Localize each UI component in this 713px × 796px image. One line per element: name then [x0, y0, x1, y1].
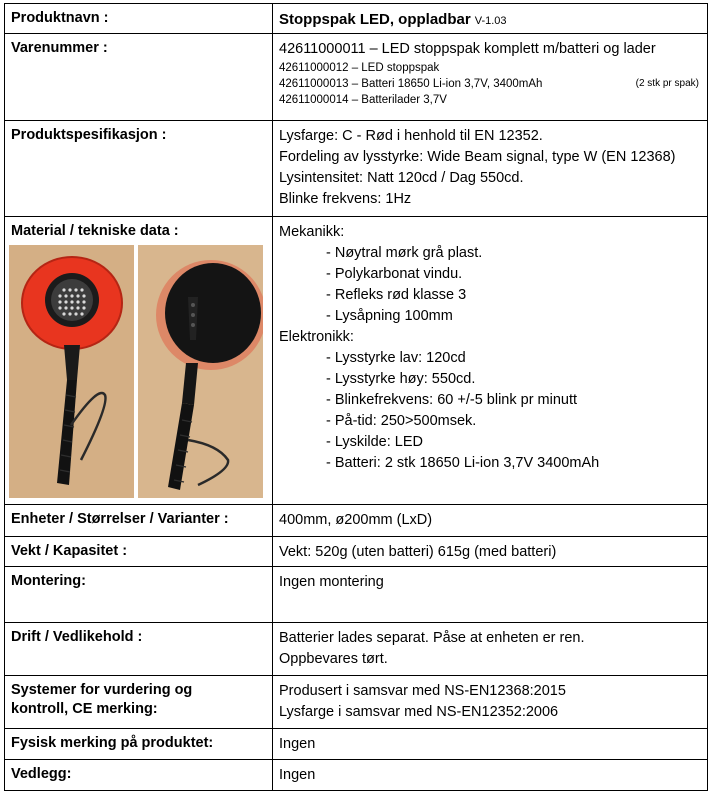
label-enheter: Enheter / Størrelser / Varianter : — [5, 505, 273, 537]
drift-line: Batterier lades separat. Påse at enheten er ren. — [279, 630, 585, 646]
spec-line: Blinke frekvens: 1Hz — [279, 191, 412, 207]
elektronikk-item: - Lysstyrke høy: 550cd. — [326, 371, 476, 387]
label-vekt: Vekt / Kapasitet : — [5, 537, 273, 567]
drift-line: Oppbevares tørt. — [279, 651, 388, 667]
value-produktnavn — [273, 4, 708, 34]
label-systemer — [5, 676, 273, 729]
value-systemer — [273, 676, 708, 729]
label-material: Material / tekniske data : — [11, 223, 179, 239]
label-merking: Fysisk merking på produktet: — [5, 729, 273, 760]
mekanikk-title: Mekanikk: — [279, 224, 345, 240]
value-drift — [273, 623, 708, 676]
varenummer-main: 42611000011 – LED stoppspak komplett m/batteri og lader — [279, 41, 656, 57]
label-produktnavn: Produktnavn : — [5, 4, 273, 34]
varenummer-sub2-note: (2 stk pr spak) — [635, 78, 699, 89]
elektronikk-item: - Blinkefrekvens: 60 +/-5 blink pr minutt — [326, 392, 578, 408]
varenummer-sub2-line — [279, 76, 701, 92]
label-drift: Drift / Vedlikehold : — [5, 623, 273, 676]
row-systemer — [5, 676, 708, 729]
label-systemer-line: Systemer for vurdering og — [11, 682, 193, 698]
elektronikk-title: Elektronikk: — [279, 329, 354, 345]
row-vekt — [5, 537, 708, 567]
label-montering: Montering: — [5, 567, 273, 623]
row-material — [5, 217, 708, 505]
product-photo-back — [138, 245, 263, 498]
row-varenummer — [5, 34, 708, 121]
elektronikk-item: - Lyskilde: LED — [326, 434, 423, 450]
row-montering — [5, 567, 708, 623]
label-material-cell — [5, 217, 273, 505]
product-photo-front — [9, 245, 134, 498]
spec-table — [4, 3, 708, 791]
varenummer-sub1: 42611000012 – LED stoppspak — [279, 62, 440, 74]
row-drift — [5, 623, 708, 676]
product-photos — [9, 245, 266, 498]
mekanikk-item: - Refleks rød klasse 3 — [326, 287, 467, 303]
value-enheter: 400mm, ø200mm (LxD) — [273, 505, 708, 537]
varenummer-sub2: 42611000013 – Batteri 18650 Li-ion 3,7V, 3400mAh — [279, 78, 543, 90]
mekanikk-item: - Nøytral mørk grå plast. — [326, 245, 483, 261]
systemer-line: Produsert i samsvar med NS-EN12368:2015 — [279, 683, 566, 699]
row-produktnavn — [5, 4, 708, 34]
spec-line: Lysfarge: C - Rød i henhold til EN 12352. — [279, 128, 543, 144]
value-spesifikasjon — [273, 121, 708, 217]
mekanikk-item: - Lysåpning 100mm — [326, 308, 453, 324]
systemer-line: Lysfarge i samsvar med NS-EN12352:2006 — [279, 704, 559, 720]
label-systemer-line: kontroll, CE merking: — [11, 701, 158, 717]
row-merking — [5, 729, 708, 760]
value-material — [273, 217, 708, 505]
varenummer-sub3: 42611000014 – Batterilader 3,7V — [279, 94, 447, 106]
elektronikk-item: - Batteri: 2 stk 18650 Li-ion 3,7V 3400mAh — [326, 455, 600, 471]
label-vedlegg: Vedlegg: — [5, 760, 273, 791]
value-vedlegg: Ingen — [273, 760, 708, 791]
product-title: Stoppspak LED, oppladbar — [279, 11, 471, 28]
row-enheter — [5, 505, 708, 537]
elektronikk-item: - Lysstyrke lav: 120cd — [326, 350, 466, 366]
elektronikk-item: - På-tid: 250>500msek. — [326, 413, 477, 429]
product-version: V-1.03 — [474, 15, 507, 27]
label-varenummer: Varenummer : — [5, 34, 273, 121]
value-merking: Ingen — [273, 729, 708, 760]
row-spesifikasjon — [5, 121, 708, 217]
label-spesifikasjon: Produktspesifikasjon : — [5, 121, 273, 217]
row-vedlegg — [5, 760, 708, 791]
mekanikk-item: - Polykarbonat vindu. — [326, 266, 463, 282]
spec-line: Fordeling av lysstyrke: Wide Beam signal, type W (EN 12368) — [279, 149, 676, 165]
value-varenummer — [273, 34, 708, 121]
value-montering: Ingen montering — [273, 567, 708, 623]
value-vekt: Vekt: 520g (uten batteri) 615g (med batteri) — [273, 537, 708, 567]
spec-line: Lysintensitet: Natt 120cd / Dag 550cd. — [279, 170, 524, 186]
